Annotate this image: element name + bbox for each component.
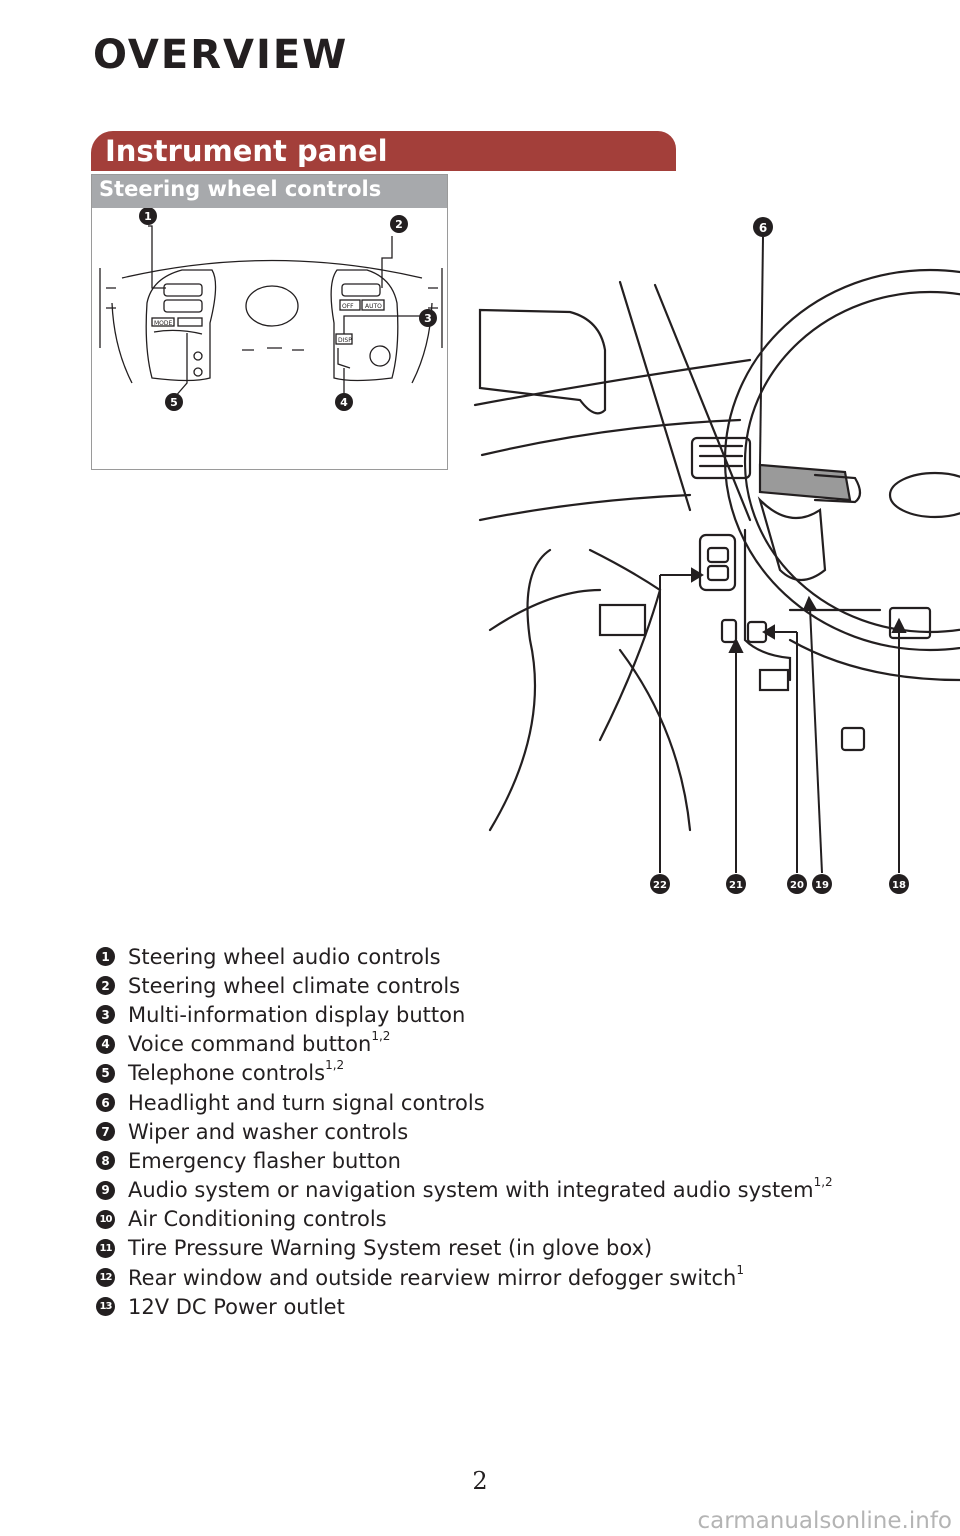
dash-left-detail [100, 268, 116, 348]
legend-number-badge: 10 [96, 1210, 115, 1229]
window-switches [600, 605, 645, 635]
hood-release [890, 608, 930, 638]
lower-dash-lines [790, 610, 960, 680]
column-cover [760, 500, 825, 580]
legend-item [96, 942, 833, 971]
subsection-title: Steering wheel controls [99, 177, 382, 201]
leader-19 [810, 608, 822, 873]
knee-panel [760, 670, 788, 690]
badge-22-label: 22 [653, 880, 667, 891]
legend-label: Telephone controls [128, 1061, 326, 1086]
legend-text [128, 945, 441, 969]
legend-text [128, 1120, 408, 1144]
steering-wheel-illustration [92, 208, 447, 470]
legend-item [96, 1117, 833, 1146]
legend-text [128, 1295, 345, 1319]
phone-on-icon [194, 352, 202, 360]
right-spoke [331, 270, 398, 381]
door-line [480, 495, 690, 520]
badge-3-label: 3 [424, 312, 432, 325]
legend-item [96, 1059, 833, 1088]
steering-wheel-panel [91, 174, 448, 470]
section-banner [91, 131, 676, 171]
legend-label: Rear window and outside rearview mirror defogger switch [128, 1265, 737, 1290]
legend-number-badge: 1 [96, 947, 115, 966]
legend-number-badge: 11 [96, 1239, 115, 1258]
legend-footnote: 1,2 [371, 1029, 391, 1044]
legend-label: Multi-information display button [128, 1002, 466, 1027]
dashboard-illustration [460, 210, 960, 910]
side-mirror [480, 310, 605, 413]
arrow-18 [893, 620, 905, 632]
door-handle-curve [590, 550, 660, 740]
steering-emblem [890, 473, 960, 517]
switch-21 [722, 620, 736, 642]
voice-button-outline [338, 348, 350, 368]
left-seek-switch [164, 300, 202, 312]
legend-item [96, 1292, 833, 1321]
left-volume-switch [164, 284, 202, 296]
pedal [842, 728, 864, 750]
badge-6-label: 6 [758, 221, 768, 235]
legend-list [96, 942, 833, 1321]
legend-text [128, 1262, 744, 1290]
mode-text: MODE [154, 320, 173, 327]
legend-number-badge: 5 [96, 1064, 115, 1083]
legend-label: Headlight and turn signal controls [128, 1090, 485, 1115]
legend-number-badge: 2 [96, 976, 115, 995]
temp-switch [342, 284, 380, 296]
dash-right-detail [428, 268, 442, 348]
badge-2-label: 2 [395, 218, 403, 231]
legend-item [96, 1088, 833, 1117]
legend-item [96, 1000, 833, 1029]
a-pillar [620, 282, 750, 520]
legend-footnote: 1 [736, 1262, 744, 1277]
callout-line-3 [344, 316, 428, 334]
badge-5-label: 5 [170, 396, 178, 409]
legend-label: Tire Pressure Warning System reset (in glove box) [128, 1236, 653, 1261]
badge-4-label: 4 [340, 396, 348, 409]
badge-1-label: 1 [144, 210, 152, 223]
seat-edge [620, 650, 690, 830]
badge-19-label: 19 [815, 880, 829, 891]
subsection-header [92, 175, 447, 208]
legend-item [96, 1205, 833, 1234]
legend-text [128, 974, 460, 998]
wheel-emblem [246, 286, 298, 326]
legend-number-badge: 13 [96, 1297, 115, 1316]
dash-center-dashes [242, 348, 304, 350]
callout-line-2 [382, 236, 392, 288]
legend-item [96, 1030, 833, 1059]
wheel-rim-left [112, 303, 132, 383]
legend-text [128, 1175, 833, 1203]
legend-footnote: 1,2 [325, 1058, 345, 1073]
steering-wheel-inner [745, 292, 960, 632]
dash-top-line [475, 360, 750, 405]
badge-18-label: 18 [892, 880, 906, 891]
legend-footnote: 1,2 [813, 1175, 833, 1190]
legend-text [128, 1149, 401, 1173]
legend-text [128, 1003, 465, 1027]
legend-label: Wiper and washer controls [128, 1119, 409, 1144]
phone-off-icon [194, 368, 202, 376]
legend-text [128, 1091, 485, 1115]
air-vent [692, 438, 750, 478]
dash-badges [650, 217, 909, 894]
legend-label: Air Conditioning controls [128, 1207, 387, 1232]
legend-number-badge: 7 [96, 1122, 115, 1141]
legend-text [128, 1029, 391, 1057]
legend-item [96, 1263, 833, 1292]
legend-label: Voice command button [128, 1032, 372, 1057]
headlight-stalk [760, 465, 850, 500]
disp-text: DISP [338, 337, 352, 344]
legend-number-badge: 8 [96, 1151, 115, 1170]
badge-21-label: 21 [729, 880, 743, 891]
left-lower-edge [154, 330, 202, 334]
legend-number-badge: 4 [96, 1035, 115, 1054]
legend-item [96, 971, 833, 1000]
legend-item [96, 1146, 833, 1175]
legend-label: Steering wheel audio controls [128, 944, 441, 969]
legend-number-badge: 3 [96, 1005, 115, 1024]
callout-line-5 [174, 333, 187, 398]
right-knob [370, 346, 390, 366]
legend-number-badge: 6 [96, 1093, 115, 1112]
legend-number-badge: 9 [96, 1181, 115, 1200]
legend-text [128, 1207, 387, 1231]
door-panel-curve [490, 550, 550, 830]
legend-item [96, 1176, 833, 1205]
legend-item [96, 1234, 833, 1263]
arrow-19 [804, 598, 816, 610]
legend-text [128, 1236, 652, 1260]
legend-label: Audio system or navigation system with integrated audio system [128, 1178, 814, 1203]
legend-number-badge: 12 [96, 1268, 115, 1287]
page-number: 2 [472, 1467, 488, 1495]
legend-label: Steering wheel climate controls [128, 973, 461, 998]
mirror-switch-bottom [708, 566, 728, 580]
legend-text [128, 1058, 345, 1086]
off-text: OFF [342, 303, 354, 310]
page-title: OVERVIEW [93, 32, 349, 78]
engine-off-button [178, 318, 202, 326]
mirror-switch-top [708, 548, 728, 562]
watermark: carmanualsonline.info [697, 1508, 952, 1534]
legend-label: 12V DC Power outlet [128, 1294, 345, 1319]
legend-label: Emergency flasher button [128, 1148, 401, 1173]
section-title: Instrument panel [105, 134, 388, 168]
auto-text: AUTO [365, 303, 382, 310]
armrest-line [490, 590, 600, 630]
badge-20-label: 20 [790, 880, 804, 891]
